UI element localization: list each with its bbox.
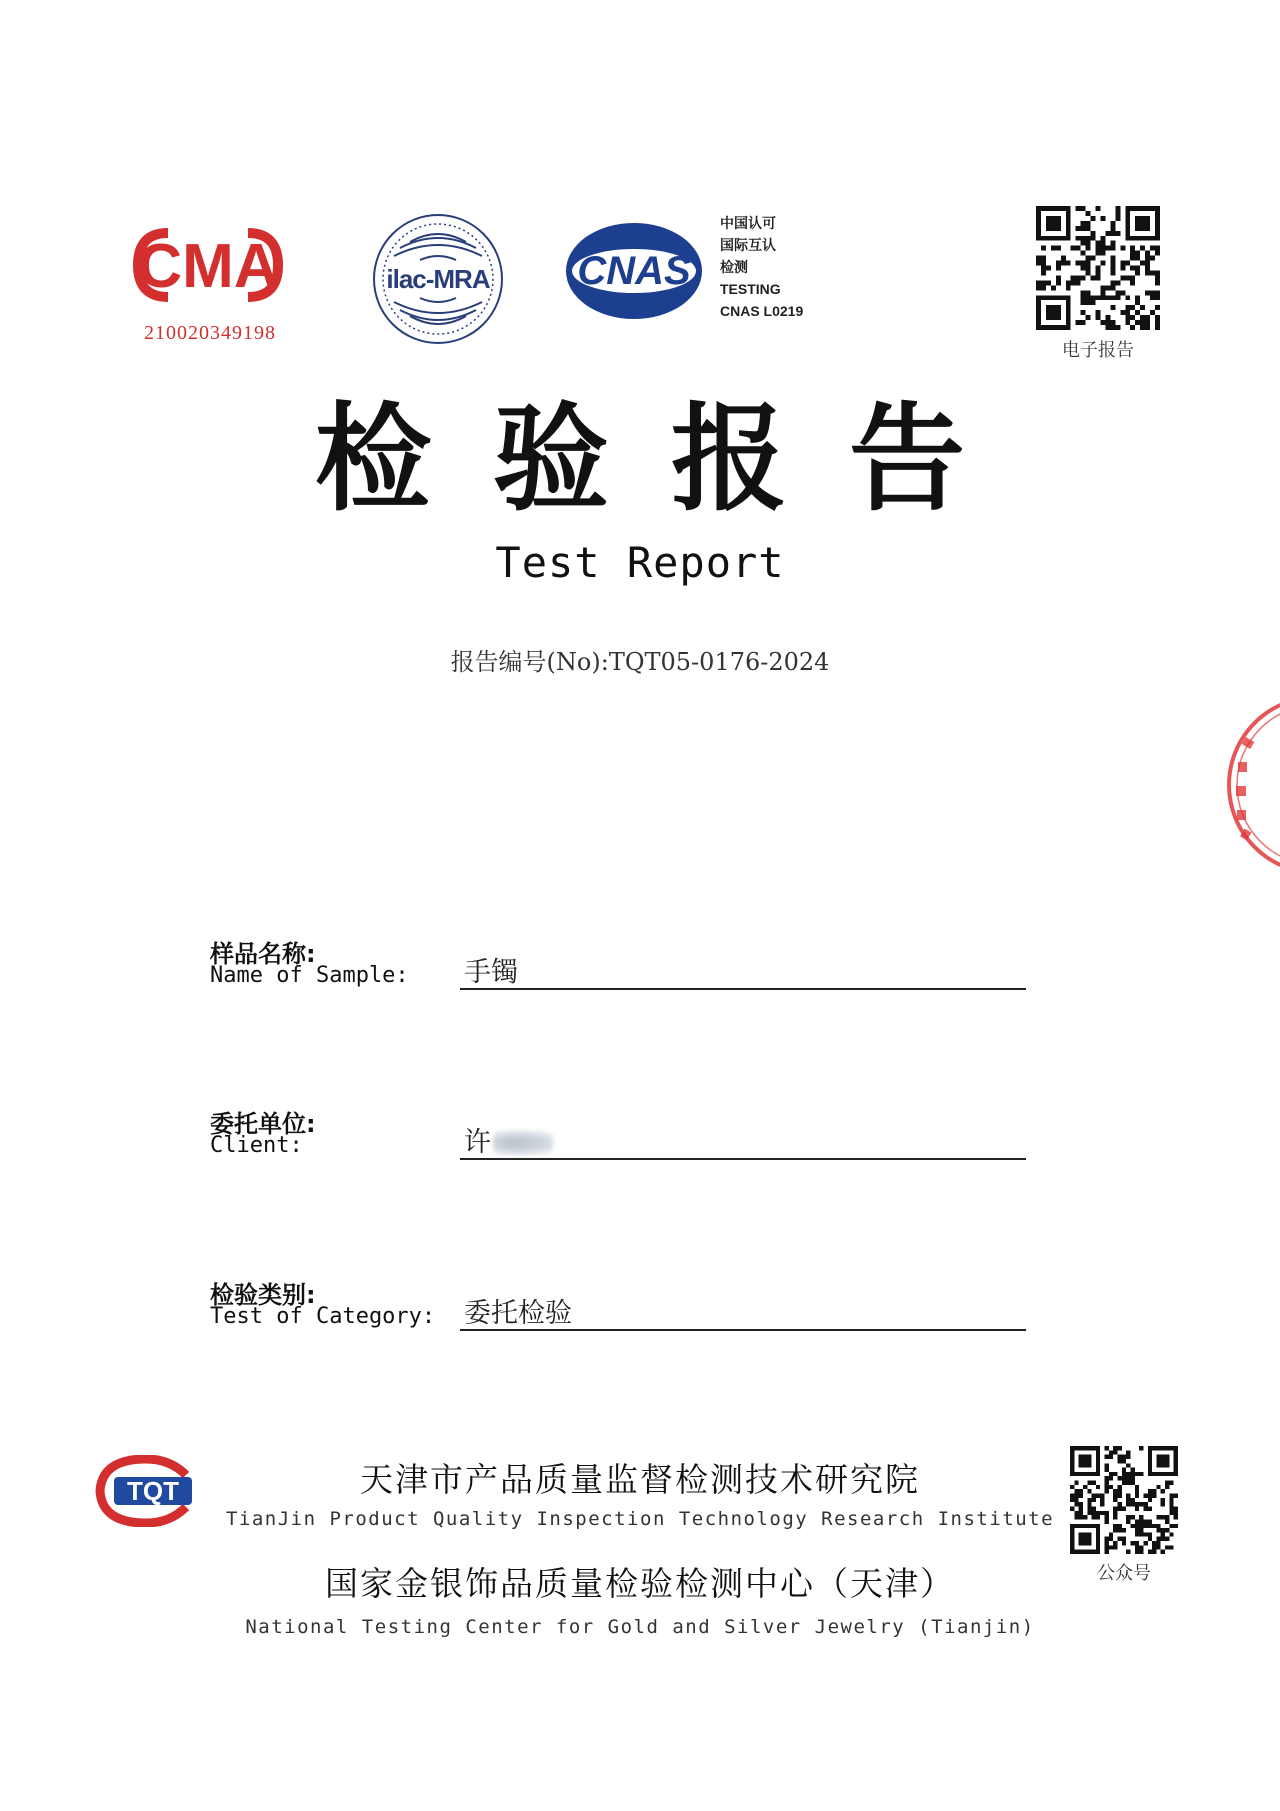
report-number-label: 报告编号(No):	[450, 648, 609, 676]
client-label-cn: 委托单位:	[210, 1110, 316, 1138]
cma-logo-text: CMA	[137, 232, 279, 301]
client-underline	[460, 1118, 1026, 1160]
test-category-value: 委托检验	[464, 1298, 572, 1329]
institute-name-en: TianJin Product Quality Inspection Technology Research Institute	[225, 1508, 1055, 1530]
institute-name-cn: 天津市产品质量监督检测技术研究院	[360, 1460, 920, 1499]
cnas-logo	[560, 208, 830, 348]
center-name-cn: 国家金银饰品质量检验检测中心（天津）	[325, 1564, 955, 1603]
cma-number: 210020349198	[144, 322, 276, 344]
cnas-line: 国际互认	[720, 237, 776, 253]
field-client	[210, 1104, 1030, 1174]
client-value-wrap	[464, 1120, 553, 1159]
cnas-line: TESTING	[720, 281, 781, 297]
field-sample-name	[210, 934, 1030, 1004]
report-title-cn: 检验报告	[315, 392, 1027, 527]
e-report-qr-caption: 电子报告	[1062, 340, 1134, 361]
e-report-qr-code[interactable]	[1036, 206, 1160, 330]
cnas-line: 中国认可	[720, 215, 776, 231]
report-number-value: TQT05-0176-2024	[608, 648, 830, 676]
client-label-en: Client:	[210, 1133, 303, 1158]
center-name-en: National Testing Center for Gold and Silver Jewelry (Tianjin)	[245, 1616, 1035, 1638]
cnas-line: CNAS L0219	[720, 303, 804, 319]
cnas-accreditation-text	[720, 212, 803, 322]
report-title-en: Test Report	[495, 538, 785, 587]
cnas-logo-text: CNAS	[577, 249, 691, 293]
official-seal	[1222, 690, 1280, 880]
sample-name-value: 手镯	[464, 957, 518, 988]
field-test-category	[210, 1275, 1030, 1345]
cma-logo	[128, 215, 288, 315]
ilac-mra-logo	[370, 208, 506, 350]
test-category-label-cn: 检验类别:	[210, 1281, 316, 1309]
cnas-line: 检测	[720, 259, 748, 275]
report-number	[0, 642, 1280, 677]
client-value: 许	[464, 1127, 491, 1158]
redacted-blur	[493, 1129, 553, 1157]
test-category-label-en: Test of Category:	[210, 1304, 436, 1329]
sample-name-label-en: Name of Sample:	[210, 963, 409, 988]
ilac-logo-text: ilac-MRA	[386, 264, 490, 294]
test-category-underline	[460, 1289, 1026, 1331]
wechat-qr-caption: 公众号	[1097, 1563, 1151, 1584]
tqt-logo-text: TQT	[127, 1476, 179, 1506]
sample-name-underline	[460, 948, 1026, 990]
sample-name-label-cn: 样品名称:	[210, 940, 316, 968]
wechat-qr-code[interactable]	[1070, 1446, 1178, 1554]
